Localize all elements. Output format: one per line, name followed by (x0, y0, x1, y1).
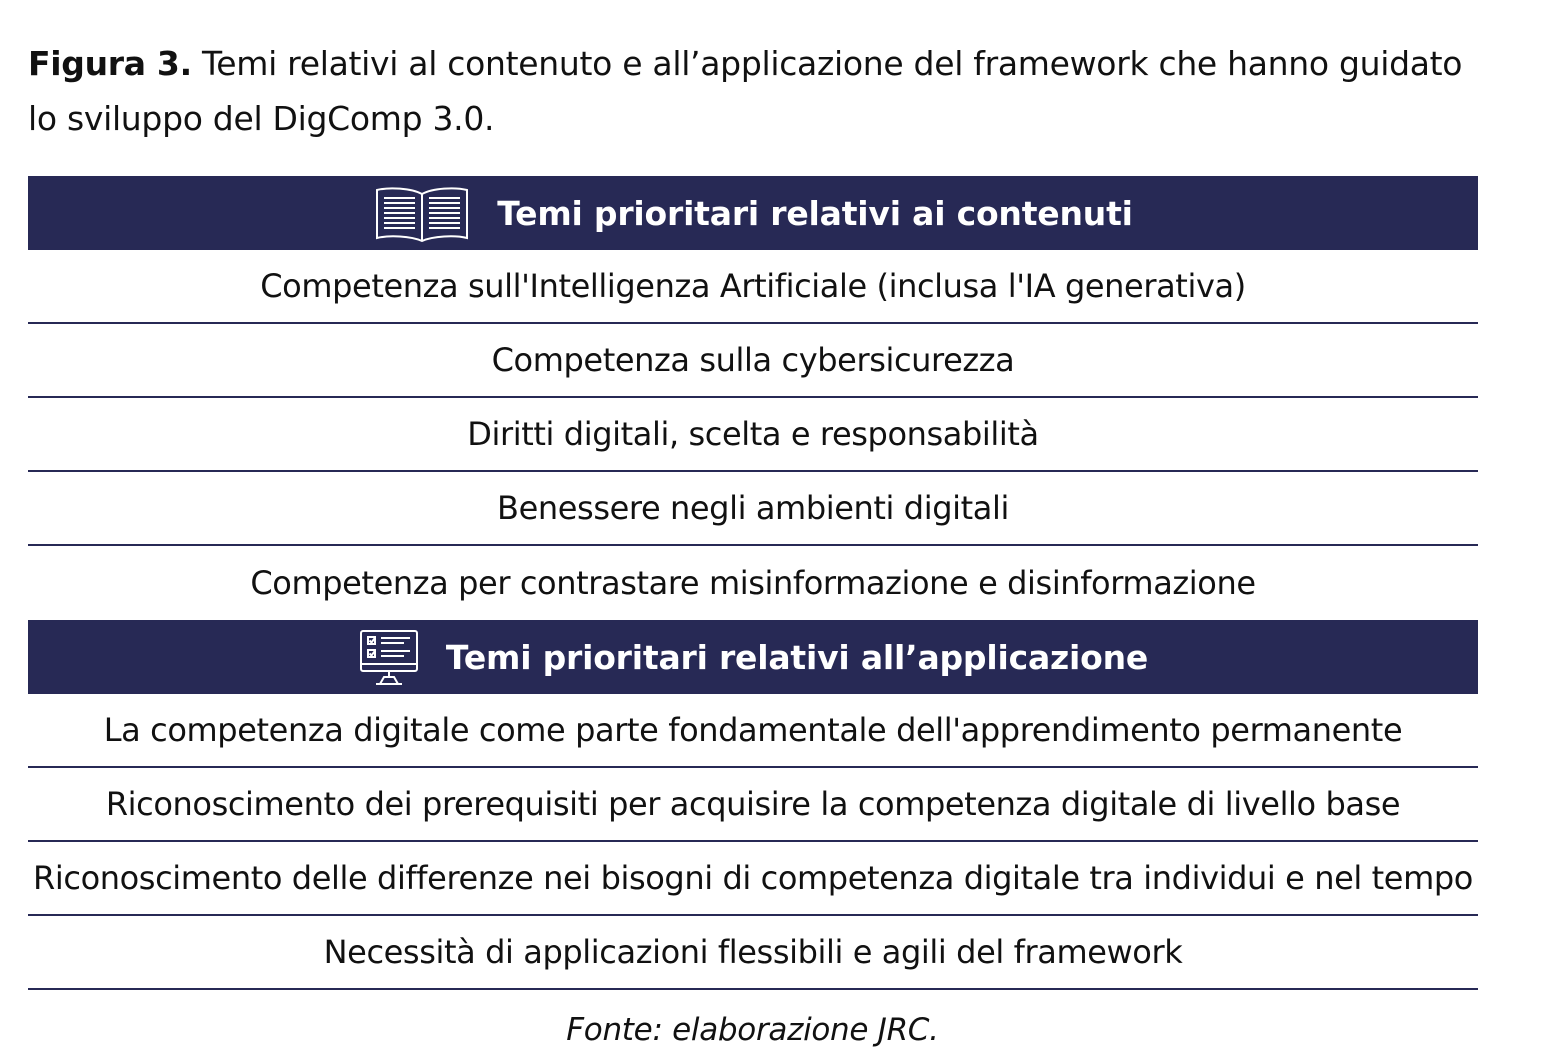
figure-caption-text: Temi relativi al contenuto e all’applicazione del framework che hanno guidato lo sviluppo del DigComp 3.0. (28, 44, 1463, 138)
application-theme-row: Riconoscimento delle differenze nei bisogni di competenza digitale tra individui e nel tempo (28, 842, 1478, 916)
content-theme-row: Diritti digitali, scelta e responsabilità (28, 398, 1478, 472)
monitor-checklist-icon (358, 628, 420, 686)
figure-label: Figura 3. (28, 44, 192, 83)
open-book-icon (373, 184, 471, 242)
content-theme-row: Competenza per contrastare misinformazione e disinformazione (250, 564, 1256, 602)
themes-table (28, 176, 1478, 990)
section-header-application (28, 620, 1478, 694)
application-theme-row: Necessità di applicazioni flessibili e agili del framework (28, 916, 1478, 990)
section-title: Temi prioritari relativi all’applicazione (445, 637, 1149, 677)
section-header-content (28, 176, 1478, 250)
application-theme-row: Riconoscimento dei prerequisiti per acquisire la competenza digitale di livello base (28, 768, 1478, 842)
application-theme-row: La competenza digitale come parte fondamentale dell'apprendimento permanente (28, 694, 1478, 768)
content-theme-row: Competenza sulla cybersicurezza (28, 324, 1478, 398)
figure-caption (28, 36, 1468, 146)
content-theme-row: Competenza sull'Intelligenza Artificiale (inclusa l'IA generativa) (28, 250, 1478, 324)
section-title: Temi prioritari relativi ai contenuti (497, 193, 1133, 233)
content-theme-row: Benessere negli ambienti digitali (28, 472, 1478, 546)
source-note: Fonte: elaborazione JRC. (566, 1012, 939, 1048)
